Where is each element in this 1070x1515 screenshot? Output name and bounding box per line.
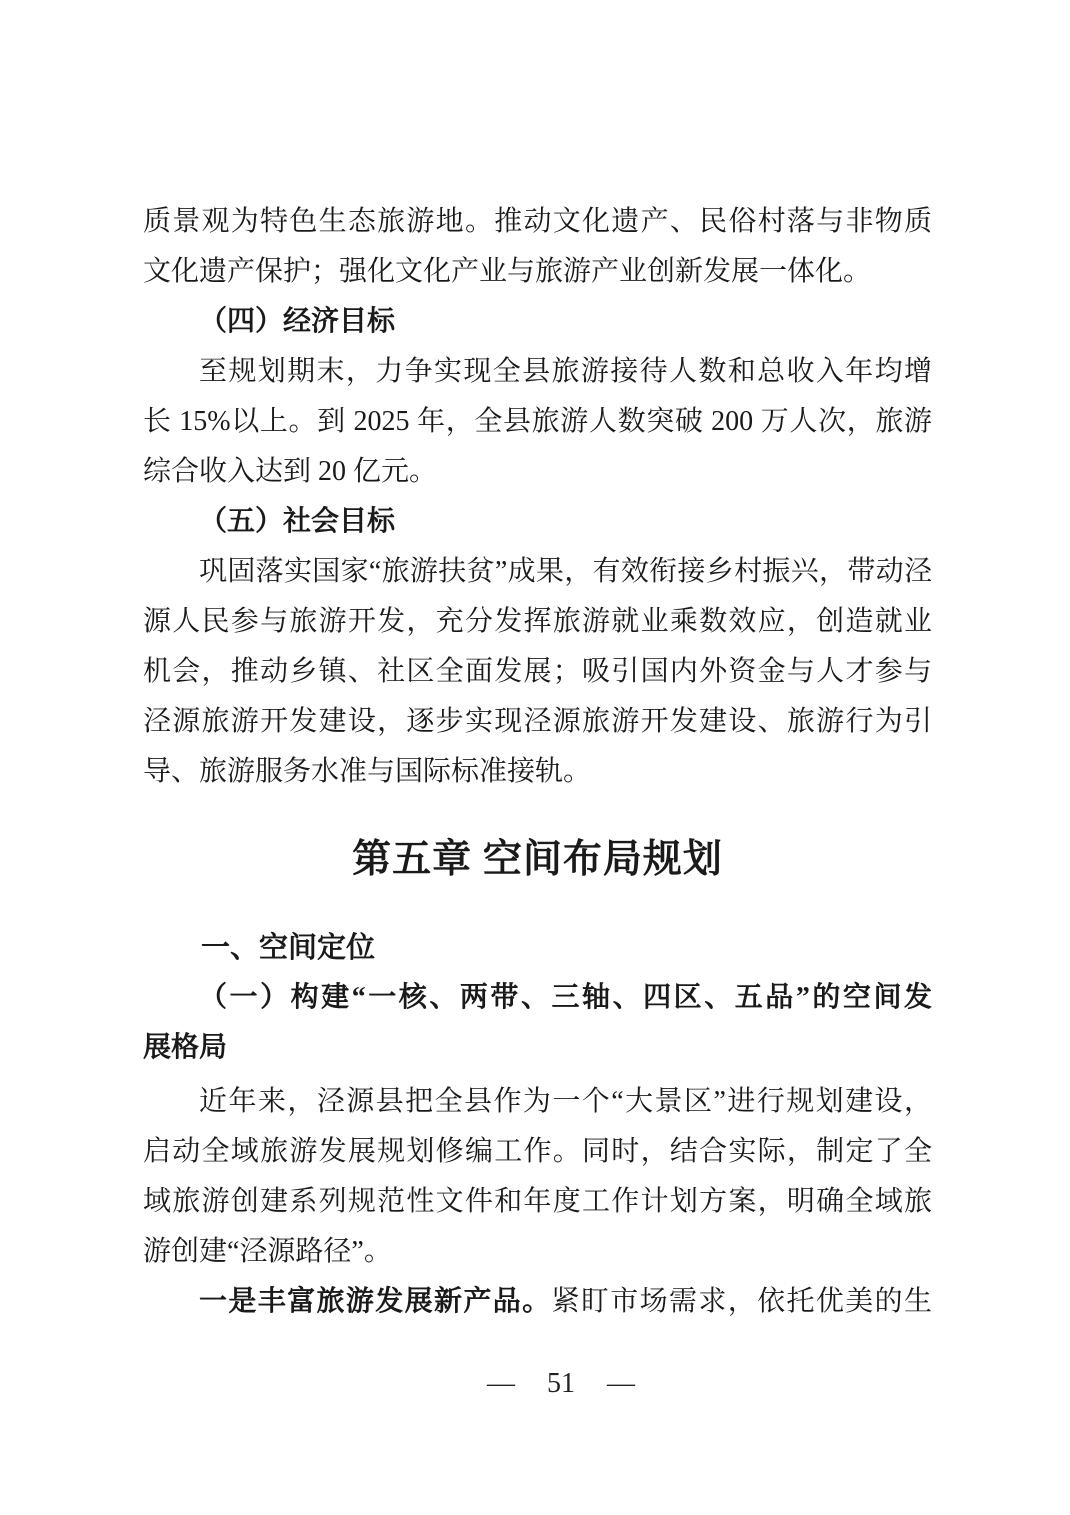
footer-content bbox=[487, 1368, 635, 1400]
body-line: 域旅游创建系列规范性文件和年度工作计划方案，明确全域旅 bbox=[143, 1186, 932, 1217]
body-line: 泾源旅游开发建设，逐步实现泾源旅游开发建设、旅游行为引 bbox=[143, 706, 932, 737]
bold-lead-text: 一是丰富旅游发展新产品。 bbox=[199, 1286, 552, 1317]
body-line: 启动全域旅游发展规划修编工作。同时，结合实际，制定了全 bbox=[143, 1136, 932, 1167]
body-line: 机会，推动乡镇、社区全面发展；吸引国内外资金与人才参与 bbox=[143, 656, 932, 687]
body-line: 至规划期末，力争实现全县旅游接待人数和总收入年均增 bbox=[199, 356, 932, 387]
body-line: 综合收入达到 20 亿元。 bbox=[143, 456, 438, 487]
chapter-title: 第五章 空间布局规划 bbox=[352, 838, 723, 881]
body-line: 游创建“泾源路径”。 bbox=[143, 1236, 392, 1267]
body-line: 长 15%以上。到 2025 年，全县旅游人数突破 200 万人次，旅游 bbox=[143, 406, 932, 437]
body-line: 近年来，泾源县把全县作为一个“大景区”进行规划建设， bbox=[199, 1086, 932, 1117]
page-footer bbox=[0, 1368, 1070, 1400]
body-line: 巩固落实国家“旅游扶贫”成果，有效衔接乡村振兴，带动泾 bbox=[199, 556, 932, 587]
page-number: 51 bbox=[547, 1368, 575, 1399]
body-text: 紧盯市场需求，依托优美的生 bbox=[551, 1286, 932, 1317]
section-title-spatial-positioning: 一、空间定位 bbox=[201, 932, 376, 964]
body-line: 文化遗产保护；强化文化产业与旅游产业创新发展一体化。 bbox=[143, 256, 872, 287]
paragraph-recent-years bbox=[143, 1077, 932, 1277]
subsection-title-line1: （一）构建“一核、两带、三轴、四区、五品”的空间发 bbox=[199, 982, 932, 1013]
footer-dash-left: — bbox=[487, 1368, 515, 1399]
body-line: 质景观为特色生态旅游地。推动文化遗产、民俗村落与非物质 bbox=[143, 206, 932, 237]
footer-dash-right: — bbox=[607, 1368, 635, 1399]
body-line: 导、旅游服务水准与国际标准接轨。 bbox=[143, 756, 592, 787]
document-body bbox=[143, 197, 932, 1327]
subsection-title-line2: 展格局 bbox=[143, 1032, 228, 1063]
paragraph-first-point-line bbox=[143, 1277, 932, 1327]
heading-economic-goal: （四）经济目标 bbox=[199, 306, 396, 337]
body-line: 源人民参与旅游开发，充分发挥旅游就业乘数效应，创造就业 bbox=[143, 606, 932, 637]
heading-social-goal: （五）社会目标 bbox=[199, 506, 396, 537]
